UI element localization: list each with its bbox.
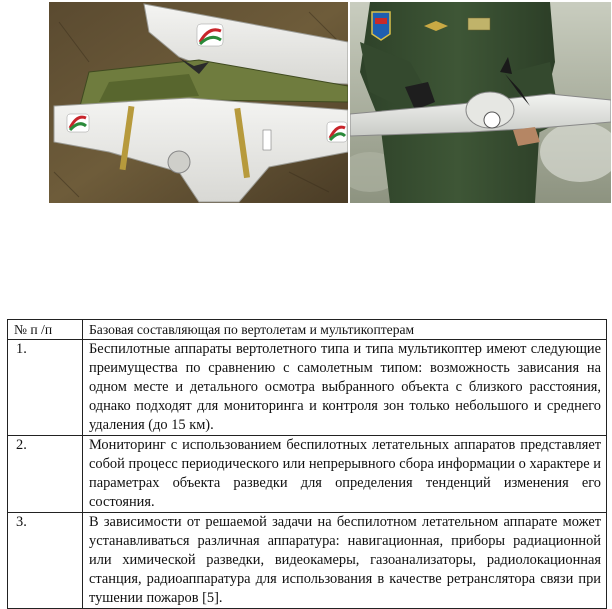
row-number: 1. — [8, 340, 83, 436]
row-text: Мониторинг с использованием беспилотных летательных аппаратов представляет собой процесс периодического или непрерывного сбора информации о характере и параметрах объекта разведки для определения тенденций изменения его состояния. — [83, 436, 607, 513]
table-row — [8, 340, 607, 436]
drone-on-ground-photo — [49, 2, 348, 203]
table-row — [8, 513, 607, 609]
row-text: В зависимости от решаемой задачи на беспилотном летательном аппарате может устанавливаться различная аппаратура: навигационная, приборы радиационной или химической разведки, видеокамеры, газоанализаторы, радиолокационная станция, радиоаппаратура для использования в качестве ретранслятора связи при тушении пожаров [5]. — [83, 513, 607, 609]
row-text: Беспилотные аппараты вертолетного типа и типа мультикоптер имеют следующие преимущества по сравнению с самолетным типом: возможность зависания на одном месте и детального осмотра выбранного объекта с близкого расстояния, однако подходят для мониторинга и контроля зон только небольшого и среднего удаления (до 15 км). — [83, 340, 607, 436]
soldier-holding-drone-photo — [350, 2, 611, 203]
table-row — [8, 436, 607, 513]
comparison-table — [7, 319, 607, 609]
header-number: № п /п — [8, 320, 83, 340]
row-number: 2. — [8, 436, 83, 513]
header-description: Базовая составляющая по вертолетам и мультикоптерам — [83, 320, 607, 340]
row-number: 3. — [8, 513, 83, 609]
table-header-row — [8, 320, 607, 340]
